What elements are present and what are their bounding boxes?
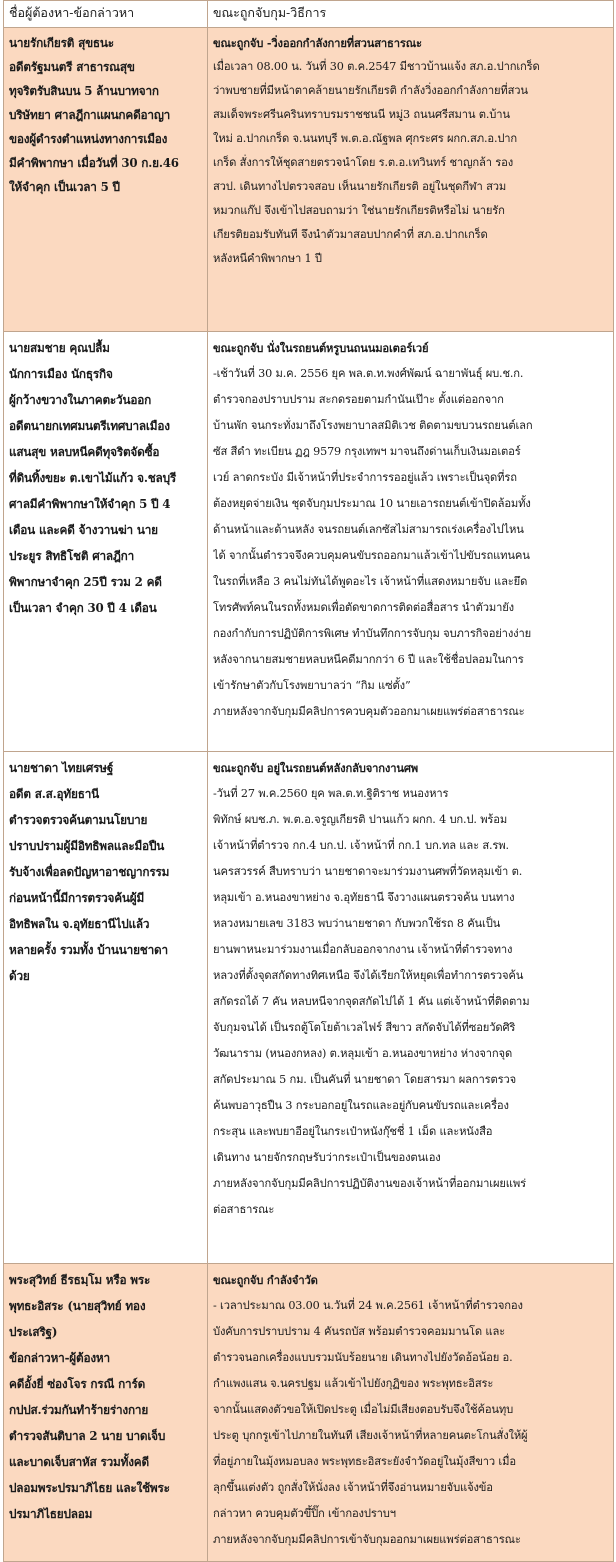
arrest-text-line: ลุกขึ้นแต่งตัว ถูกสั่งให้นั่งลง เจ้าหน้าที่จึงอ่านหมายจับแจ้งข้อ	[213, 1481, 493, 1494]
arrest-text-line: หลังหนีคำพิพากษา 1 ปี	[213, 252, 322, 265]
accused-text-line: อดีตรัฐมนตรี สาธารณสุข	[9, 60, 135, 74]
arrest-text-line: เมื่อเวลา 08.00 น. วันที่ 30 ต.ค.2547 มีชาวบ้านแจ้ง สภ.อ.ปากเกร็ด	[213, 60, 540, 73]
accused-text-line: นายชาดา ไทยเศรษฐ์	[9, 761, 114, 775]
arrest-text-line: ภายหลังจากจับกุมมีคลิปการควบคุมตัวออกมาเผยแพร่ต่อสาธารณะ	[213, 705, 525, 718]
arrest-text-line: วัฒนาราม (หนองกหลง) ต.หลุมเข้า อ.หนองขาหย่าง ห่างจากจุด	[213, 1047, 513, 1060]
arrest-text-line: เจ้าหน้าที่ตำรวจ กก.4 บก.ป. เจ้าหน้าที่ กก.1 บก.ทล และ ส.รพ.	[213, 839, 509, 852]
arrest-text-line: สกัดประมาณ 5 กม. เป็นคันที่ นายชาดา โดยสารมา ผลการตรวจ	[213, 1073, 517, 1086]
accused-text-line: รับจ้างเพื่อลดปัญหาอาชญากรรม	[9, 865, 170, 879]
accused-text-line: ประยูร สิทธิโชติ ศาลฎีกา	[9, 549, 135, 563]
arrest-text-line: บังคับการปราบปราม 4 คันรถบัส พร้อมตำรวจคอมมานโด และ	[213, 1325, 506, 1338]
accused-text-line: ให้จำคุก เป็นเวลา 5 ปี	[9, 180, 120, 194]
accused-text-line: ประเสริฐ)	[9, 1325, 58, 1339]
arrest-text-line: ขณะถูกจับ นั่งในรถยนต์หรูบนถนนมอเตอร์เวย์	[213, 341, 429, 355]
accused-text-line: ตำรวจสันติบาล 2 นาย บาดเจ็บ	[9, 1429, 166, 1443]
accused-text-line: แสนสุข หลบหนีคดีทุจริตจัดซื้อ	[9, 445, 160, 459]
arrest-cell	[208, 1264, 614, 1562]
arrest-text-line: ต้องหยุดจ่ายเงิน ชุดจับกุมประมาณ 10 นายเอารถยนต์เข้าปิดล้อมทั้ง	[213, 497, 531, 510]
table-row	[4, 332, 614, 752]
arrest-text-line: หลุมเข้า อ.หนองขาหย่าง จ.อุทัยธานี จึงวางแผนตรวจค้น บนทาง	[213, 891, 515, 904]
accused-text-line: นักการเมือง นักธุรกิจ	[9, 367, 113, 381]
accused-text-line: นายรักเกียรติ สุขธนะ	[9, 36, 114, 50]
accused-text-line: บริษัทยา ศาลฎีกาแผนกคดีอาญา	[9, 108, 171, 122]
accused-text-line: เดือน และคดี จ้างวานฆ่า นาย	[9, 523, 158, 537]
accused-text-line: กปปส.ร่วมกันทำร้ายร่างกาย	[9, 1403, 149, 1417]
arrest-text-line: กองกำกับการปฏิบัติการพิเศษ ทำบันทึกการจับกุม จบภารกิจอย่างง่าย	[213, 627, 531, 640]
arrest-text-line: ขณะถูกจับ กำลังจำวัด	[213, 1273, 318, 1287]
arrest-text-line: ที่อยู่ภายในมุ้งหมอบลง พระพุทธะอิสระยังจำวัดอยู่ในมุ้งสีขาว เมื่อ	[213, 1455, 516, 1468]
accused-cell	[4, 1264, 208, 1562]
arrest-text-line: เข้ารักษาตัวกับโรงพยาบาลว่า “กิม แซ่ตั้ง”	[213, 679, 411, 692]
arrest-text-line: ยานพาหนะมาร่วมงานเมื่อกลับออกจากงาน เจ้าหน้าที่ตำรวจทาง	[213, 943, 513, 956]
arrest-text-line: ค้นพบอาวุธปืน 3 กระบอกอยู่ในรถและอยู่กับคนขับรถและเครื่อง	[213, 1099, 509, 1112]
arrest-text-line: หลังจากนายสมชายหลบหนีคดีมากกว่า 6 ปี และใช้ชื่อปลอมในการ	[213, 653, 524, 666]
accused-cell	[4, 28, 208, 332]
accused-text-line: ทุจริตรับสินบน 5 ล้านบาทจาก	[9, 84, 159, 98]
accused-cell	[4, 752, 208, 1264]
arrest-text-line: ขณะถูกจับ -วิ่งออกกำลังกายที่สวนสาธารณะ	[213, 36, 422, 50]
accused-text-line: มีคำพิพากษา เมื่อวันที่ 30 ก.ย.46	[9, 156, 179, 170]
table-header-row	[4, 1, 614, 28]
accused-text-line: และบาดเจ็บสาหัส รวมทั้งคดี	[9, 1455, 149, 1469]
arrest-text-line: ด้านหน้าและด้านหลัง จนรถยนต์เลกซัสไม่สามารถเร่งเครื่องไปไหน	[213, 523, 524, 536]
arrest-text-line: ใหม่ อ.ปากเกร็ด จ.นนทบุรี พ.ต.อ.ณัฐพล ศุกระศร ผกก.สภ.อ.ปาก	[213, 132, 518, 145]
accused-text-line: อดีต ส.ส.อุทัยธานี	[9, 787, 99, 801]
arrest-text-line: เกียรติยอมรับทันที จึงนำตัวมาสอบปากคำที่ สภ.อ.ปากเกร็ด	[213, 228, 488, 241]
accused-text-line: อิทธิพลใน จ.อุทัยธานีไปแล้ว	[9, 917, 150, 931]
arrest-text-line: หลวงที่ตั้งจุดสกัดทางทิศเหนือ จึงได้เรียกให้หยุดเพื่อทำการตรวจค้น	[213, 969, 524, 982]
arrest-table	[3, 0, 614, 1562]
accused-text-line: หลายครั้ง รวมทั้ง บ้านนายชาดา	[9, 943, 168, 957]
accused-text-line: ที่ดินทิ้งขยะ ต.เขาไม้แก้ว จ.ชลบุรี	[9, 471, 177, 485]
accused-text-line: ปลอมพระปรมาภิไธย และใช้พระ	[9, 1481, 170, 1495]
arrest-text-line: ว่าพบชายที่มีหน้าตาคล้ายนายรักเกียรติ กำลังวิ่งออกกำลังกายที่สวน	[213, 84, 528, 97]
accused-text-line: ปราบปรามผู้มีอิทธิพลและมือปืน	[9, 839, 165, 853]
arrest-text-line: ภายหลังจากจับกุมมีคลิปการเข้าจับกุมออกมาเผยแพร่ต่อสาธารณะ	[213, 1533, 521, 1546]
arrest-text-line: - เวลาประมาณ 03.00 น.วันที่ 24 พ.ค.2561 เจ้าหน้าที่ตำรวจกอง	[213, 1299, 523, 1312]
accused-text-line: อดีตนายกเทศมนตรีเทศบาลเมือง	[9, 419, 170, 433]
header-accused: ชื่อผู้ต้องหา-ข้อกล่าวหา	[4, 1, 208, 28]
accused-text-line: ปรมาภิไธยปลอม	[9, 1507, 93, 1521]
arrest-text-line: บ้านพัก จนกระทั่งมาถึงโรงพยาบาลสมิติเวช ติดตามขบวนรถยนต์เลก	[213, 419, 533, 432]
arrest-cell	[208, 332, 614, 752]
arrest-text-line: ประตู บุกกรูเข้าไปภายในทันที เสียงเจ้าหน้าที่หลายคนตะโกนสั่งให้ผู้	[213, 1429, 528, 1442]
arrest-text-line: ต่อสาธารณะ	[213, 1203, 275, 1216]
arrest-text-line: เวย์ ลาดกระบัง มีเจ้าหน้าที่ประจำการรออยู่แล้ว เพราะเป็นจุดที่รถ	[213, 471, 517, 484]
arrest-text-line: -วันที่ 27 พ.ค.2560 ยุค พล.ต.ท.ฐิติราช หนองหาร	[213, 787, 449, 800]
arrest-text-line: ได้ จากนั้นตำรวจจึงควบคุมคนขับรถออกมาแล้วเข้าไปขับรถแทนคน	[213, 549, 530, 562]
arrest-text-line: สกัดรถได้ 7 คัน หลบหนีจากจุดสกัดไปได้ 1 คัน แต่เจ้าหน้าที่ติดตาม	[213, 995, 530, 1008]
document-page	[3, 0, 613, 1562]
table-row	[4, 28, 614, 332]
arrest-text-line: ขณะถูกจับ อยู่ในรถยนต์หลังกลับจากงานศพ	[213, 761, 419, 775]
arrest-text-line: สวป. เดินทางไปตรวจสอบ เห็นนายรักเกียรติ อยู่ในชุดกีฬา สวม	[213, 180, 507, 193]
arrest-text-line: ซัส สีดำ ทะเบียน ฏฎ 9579 กรุงเทพฯ มาจนถึงด่านเก็บเงินมอเตอร์	[213, 445, 521, 458]
arrest-text-line: กระสุน และพบยาอีอยู่ในกระเป๋าหนังกุ๊ชชี่ 1 เม็ด และหนังสือ	[213, 1125, 493, 1138]
arrest-text-line: -เช้าวันที่ 30 ม.ค. 2556 ยุค พล.ต.ท.พงศ์พัฒน์ ฉายาพันธุ์ ผบ.ช.ก.	[213, 367, 524, 380]
arrest-text-line: จับกุมจนได้ เป็นรถตู้โตโยต้าเวลไฟร์ สีขาว สกัดจับได้ที่ซอยวัดศิริ	[213, 1021, 516, 1034]
arrest-text-line: นครสวรรค์ สืบทราบว่า นายชาดาจะมาร่วมงานศพที่วัดหลุมเข้า ต.	[213, 865, 523, 878]
arrest-text-line: กำแพงแสน จ.นครปฐม แล้วเข้าไปยังกุฏิของ พระพุทธะอิสระ	[213, 1377, 494, 1390]
accused-text-line: คดีอั้งยี่ ซ่องโจร กรณี การ์ด	[9, 1377, 146, 1391]
arrest-text-line: ภายหลังจากจับกุมมีคลิปการปฏิบัติงานของเจ้าหน้าที่ออกมาเผยแพร่	[213, 1177, 526, 1190]
arrest-text-line: เกร็ด สั่งการให้ชุดสายตรวจนำโดย ร.ต.อ.เทวินทร์ ชาญกล้า รอง	[213, 156, 514, 169]
arrest-text-line: ตำรวจนอกเครื่องแบบรวมนับร้อยนาย เดินทางไปยังวัดอ้อน้อย อ.	[213, 1351, 513, 1364]
accused-text-line: ตำรวจตรวจค้นตามนโยบาย	[9, 813, 148, 827]
arrest-text-line: หลวงหมายเลข 3183 พบว่านายชาดา กับพวกใช้รถ 8 คันเป็น	[213, 917, 501, 930]
accused-text-line: ข้อกล่าวหา-ผู้ต้องหา	[9, 1351, 110, 1365]
arrest-text-line: ตำรวจกองปราบปราม สะกดรอยตามกำนันเป๊าะ ตั้งแต่ออกจาก	[213, 393, 504, 406]
accused-text-line: ของผู้ดำรงตำแหน่งทางการเมือง	[9, 132, 168, 146]
accused-text-line: ก่อนหน้านี้มีการตรวจค้นผู้มี	[9, 891, 145, 905]
accused-text-line: พุทธะอิสระ (นายสุวิทย์ ทอง	[9, 1299, 146, 1313]
arrest-text-line: เดินทาง นายจักรกฤษรับว่ากระเป๋าเป็นของตนเอง	[213, 1151, 441, 1164]
accused-text-line: พิพากษาจำคุก 25ปี รวม 2 คดี	[9, 575, 162, 589]
accused-text-line: พระสุวิทย์ ธีรธมฺโม หรือ พระ	[9, 1273, 151, 1287]
arrest-cell	[208, 28, 614, 332]
arrest-text-line: สมเด็จพระศรีนครินทราบรมราชชนนี หมู่3 ถนนศรีสมาน ต.บ้าน	[213, 108, 510, 121]
header-arrest-method: ขณะถูกจับกุม-วิธีการ	[208, 1, 614, 28]
table-row	[4, 1264, 614, 1562]
accused-text-line: ผู้กว้างขวางในภาคตะวันออก	[9, 393, 152, 407]
arrest-text-line: ในรถที่เหลือ 3 คนไม่ทันได้พูดอะไร เจ้าหน้าที่แสดงหมายจับ และยึด	[213, 575, 528, 588]
table-row	[4, 752, 614, 1264]
arrest-text-line: กล่าวหา ควบคุมตัวขึ้ปิ๊ก เข้ากองปราบฯ	[213, 1507, 396, 1520]
accused-text-line: นายสมชาย คุณปลื้ม	[9, 341, 110, 355]
arrest-text-line: พิทักษ์ ผบช.ภ. พ.ต.อ.จรูญเกียรติ ปานแก้ว ผกก. 4 บก.ป. พร้อม	[213, 813, 508, 826]
accused-text-line: เป็นเวลา จำคุก 30 ปี 4 เดือน	[9, 601, 157, 615]
arrest-text-line: หมวกแก๊ป จึงเข้าไปสอบถามว่า ใช่นายรักเกียรติหรือไม่ นายรัก	[213, 204, 505, 217]
arrest-text-line: จากนั้นแสดงตัวขอให้เปิดประตู เมื่อไม่มีเสียงตอบรับจึงใช้ค้อนทุบ	[213, 1403, 514, 1416]
arrest-text-line: โทรศัพท์คนในรถทั้งหมดเพื่อตัดขาดการติดต่อสื่อสาร นำตัวมายัง	[213, 601, 514, 614]
accused-text-line: ศาลมีคำพิพากษาให้จำคุก 5 ปี 4	[9, 497, 171, 511]
accused-text-line: ด้วย	[9, 969, 30, 983]
accused-cell	[4, 332, 208, 752]
arrest-cell	[208, 752, 614, 1264]
